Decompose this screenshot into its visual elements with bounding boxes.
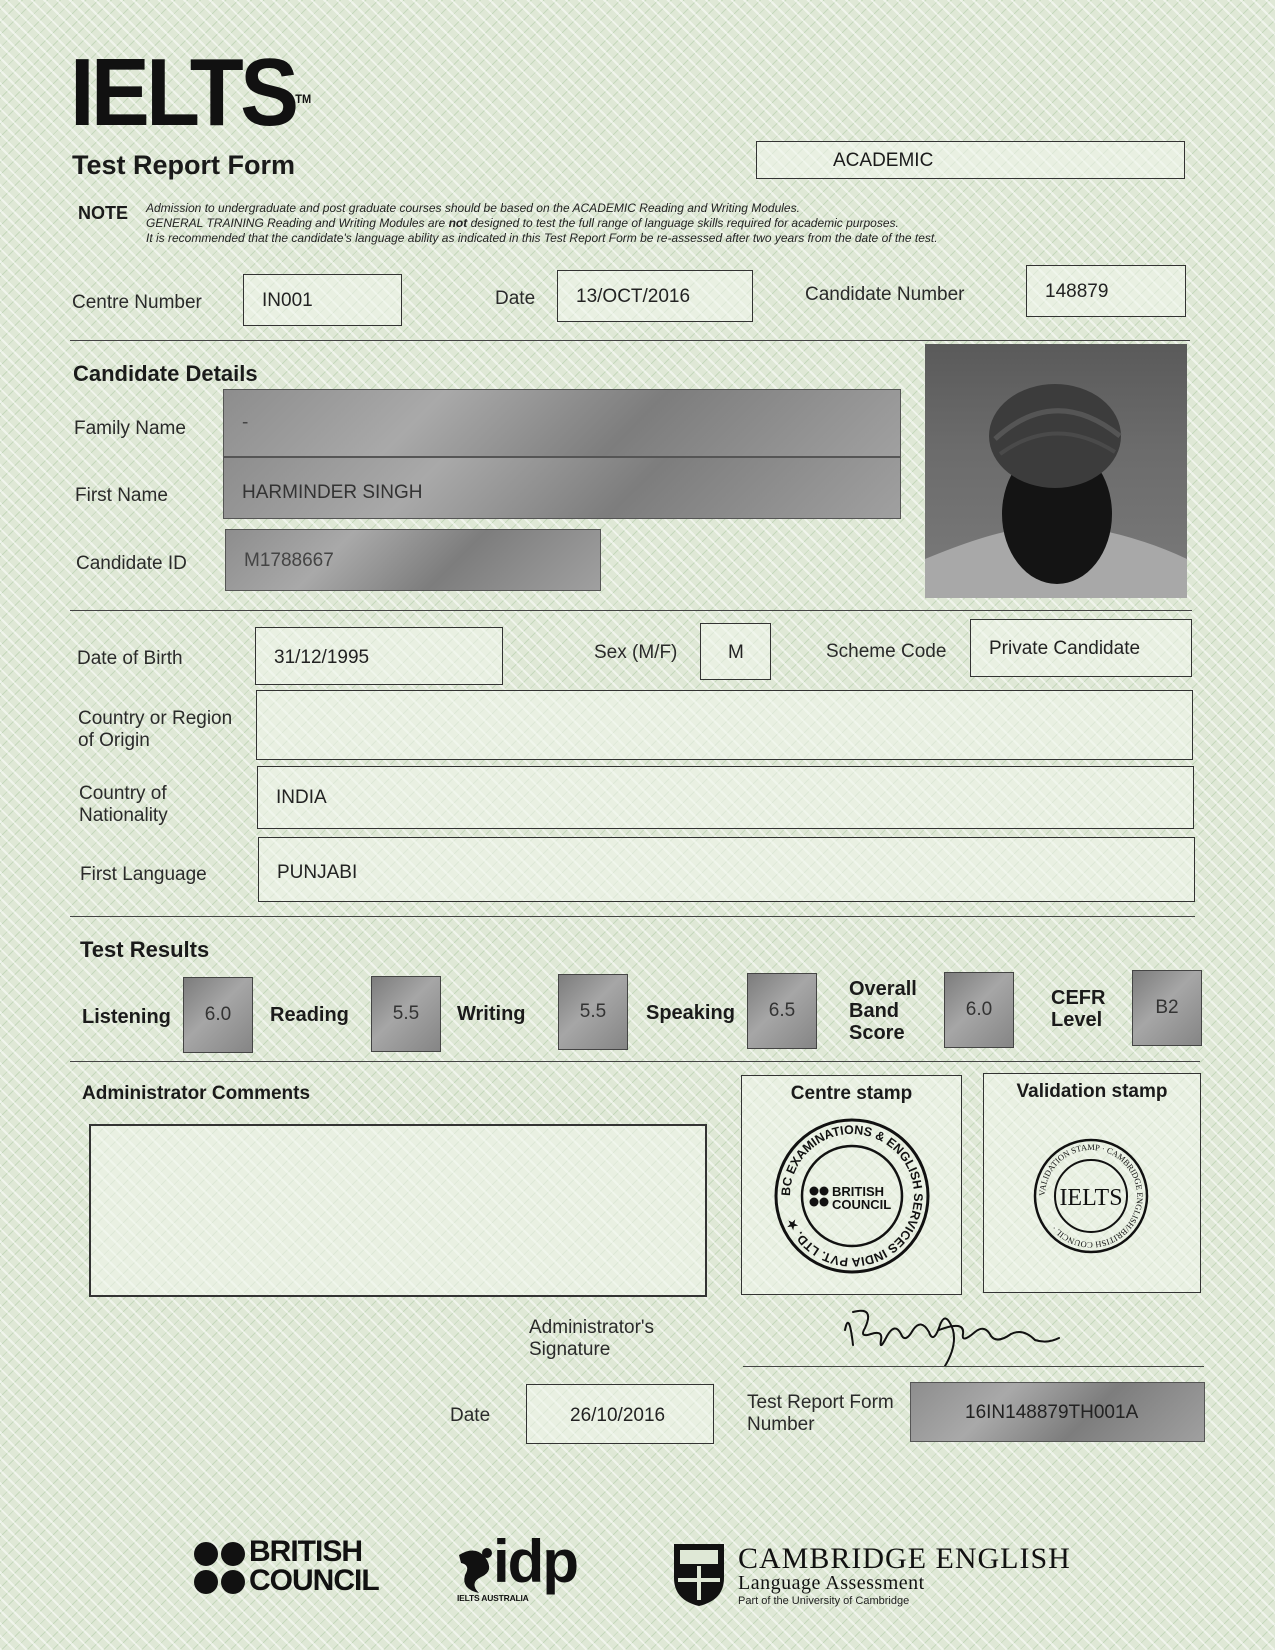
test-date-field bbox=[557, 270, 753, 322]
divider bbox=[70, 610, 1192, 611]
sex-label: Sex (M/F) bbox=[594, 642, 678, 663]
candidate-photo bbox=[925, 344, 1187, 598]
writing-score: 5.5 bbox=[558, 974, 628, 1050]
ielts-logo-text: IELTS bbox=[70, 39, 296, 146]
svg-text:COUNCIL: COUNCIL bbox=[832, 1197, 892, 1212]
admin-date-label: Date bbox=[450, 1405, 491, 1426]
candidate-number-label: Candidate Number bbox=[805, 284, 965, 305]
candidate-id-field bbox=[225, 529, 601, 591]
speaking-label: Speaking bbox=[646, 1002, 735, 1024]
scheme-code-field bbox=[970, 619, 1192, 677]
family-name-value: - bbox=[242, 412, 249, 433]
administrator-signature bbox=[835, 1300, 1065, 1370]
validation-stamp-box bbox=[983, 1073, 1201, 1293]
first-language-field bbox=[258, 837, 1195, 902]
speaking-score: 6.5 bbox=[747, 973, 817, 1049]
first-language-label: First Language bbox=[80, 864, 207, 885]
svg-text:BRITISH: BRITISH bbox=[832, 1184, 884, 1199]
sex-value: M bbox=[728, 642, 744, 663]
listening-label: Listening bbox=[82, 1006, 171, 1028]
cambridge-logo bbox=[672, 1540, 1092, 1610]
first-language-value: PUNJABI bbox=[277, 862, 358, 883]
scheme-code-label: Scheme Code bbox=[826, 641, 947, 662]
first-name-value: HARMINDER SINGH bbox=[242, 482, 423, 503]
family-name-label: Family Name bbox=[74, 418, 186, 439]
dob-field bbox=[255, 627, 503, 685]
trademark-mark: TM bbox=[295, 92, 312, 106]
reading-label: Reading bbox=[270, 1004, 349, 1026]
scheme-code-value: Private Candidate bbox=[989, 638, 1141, 659]
family-name-field bbox=[223, 389, 901, 457]
cefr-label: CEFR Level bbox=[1051, 987, 1106, 1031]
divider bbox=[70, 916, 1195, 917]
centre-stamp-seal bbox=[772, 1116, 932, 1276]
cambridge-title: CAMBRIDGE ENGLISH bbox=[738, 1542, 1071, 1575]
note-line-3: It is recommended that the candidate's language ability as indicated in this Test Report Form be re-assessed after two years from the date of the test. bbox=[146, 231, 938, 245]
divider bbox=[70, 340, 1190, 341]
dob-label: Date of Birth bbox=[77, 648, 183, 669]
idp-text: idp bbox=[493, 1528, 577, 1595]
trf-number-value: 16IN148879TH001A bbox=[965, 1402, 1139, 1423]
admin-date-field bbox=[526, 1384, 714, 1444]
origin-field bbox=[256, 690, 1193, 760]
cambridge-shield-icon bbox=[672, 1542, 726, 1608]
nationality-label: Country of Nationality bbox=[79, 783, 168, 826]
test-date-label: Date bbox=[495, 288, 536, 309]
form-title: Test Report Form bbox=[72, 150, 296, 180]
idp-logo bbox=[455, 1528, 595, 1607]
test-date-value: 13/OCT/2016 bbox=[576, 286, 691, 307]
centre-number-field bbox=[243, 274, 402, 326]
candidate-number-value: 148879 bbox=[1045, 281, 1109, 302]
reading-score: 5.5 bbox=[371, 976, 441, 1052]
candidate-number-field bbox=[1026, 265, 1186, 317]
divider bbox=[70, 1061, 1200, 1062]
cambridge-subtitle: Language Assessment bbox=[738, 1572, 925, 1594]
idp-subtext: IELTS AUSTRALIA bbox=[457, 1593, 529, 1603]
note-line-1: Admission to undergraduate and post graduate courses should be based on the ACADEMIC Reading and Writing Modules. bbox=[146, 201, 800, 215]
british-council-text: BRITISH COUNCIL bbox=[249, 1535, 379, 1597]
dob-value: 31/12/1995 bbox=[274, 647, 370, 668]
first-name-field bbox=[223, 457, 901, 519]
british-council-logo bbox=[193, 1535, 379, 1599]
centre-stamp-box bbox=[741, 1075, 962, 1295]
centre-number-label: Centre Number bbox=[72, 292, 202, 313]
listening-score: 6.0 bbox=[183, 977, 253, 1053]
module-box bbox=[756, 141, 1185, 179]
ielts-logo bbox=[70, 39, 312, 146]
test-results-heading: Test Results bbox=[80, 937, 210, 962]
trf-number-label: Test Report Form Number bbox=[747, 1392, 894, 1435]
administrator-comments-label: Administrator Comments bbox=[82, 1083, 311, 1104]
note-line-2: GENERAL TRAINING Reading and Writing Modules are not designed to test the full range of language skills required for academic purposes. bbox=[146, 216, 899, 230]
administrator-comments-field bbox=[89, 1124, 707, 1297]
centre-number-value: IN001 bbox=[262, 290, 313, 311]
overall-band-label: Overall Band Score bbox=[849, 978, 917, 1044]
svg-text:IELTS: IELTS bbox=[1059, 1185, 1123, 1211]
sex-field bbox=[700, 623, 771, 680]
overall-band-score: 6.0 bbox=[944, 972, 1014, 1048]
cambridge-tagline: Part of the University of Cambridge bbox=[738, 1595, 910, 1607]
signature-line bbox=[743, 1366, 1204, 1367]
validation-stamp-label: Validation stamp bbox=[1016, 1081, 1168, 1102]
idp-swirl-icon bbox=[455, 1545, 497, 1595]
first-name-label: First Name bbox=[75, 485, 168, 506]
centre-stamp-label: Centre stamp bbox=[790, 1083, 913, 1104]
british-council-dots-icon bbox=[193, 1541, 247, 1597]
writing-label: Writing bbox=[457, 1003, 526, 1025]
validation-stamp-seal bbox=[1031, 1136, 1151, 1256]
candidate-id-label: Candidate ID bbox=[76, 553, 187, 574]
cefr-level: B2 bbox=[1132, 970, 1202, 1046]
trf-number-field bbox=[910, 1382, 1205, 1442]
note-label: NOTE bbox=[78, 203, 129, 223]
candidate-photo-image bbox=[925, 344, 1187, 598]
candidate-id-value: M1788667 bbox=[244, 550, 334, 571]
module-value: ACADEMIC bbox=[833, 150, 934, 171]
svg-text:BC EXAMINATIONS & ENGLISH SERV: BC EXAMINATIONS & ENGLISH SERVICES INDIA PVT. LTD. ★ bbox=[778, 1122, 926, 1270]
origin-label: Country or Region of Origin bbox=[78, 708, 233, 751]
svg-text:VALIDATION STAMP · CAMBRIDGE E: VALIDATION STAMP · CAMBRIDGE ENGLISH/BRITISH COUNCIL · bbox=[1036, 1141, 1146, 1251]
admin-date-value: 26/10/2016 bbox=[570, 1405, 666, 1426]
nationality-field bbox=[257, 766, 1194, 829]
candidate-details-heading: Candidate Details bbox=[73, 361, 258, 386]
administrator-signature-label: Administrator's Signature bbox=[529, 1317, 655, 1360]
nationality-value: INDIA bbox=[276, 787, 327, 808]
